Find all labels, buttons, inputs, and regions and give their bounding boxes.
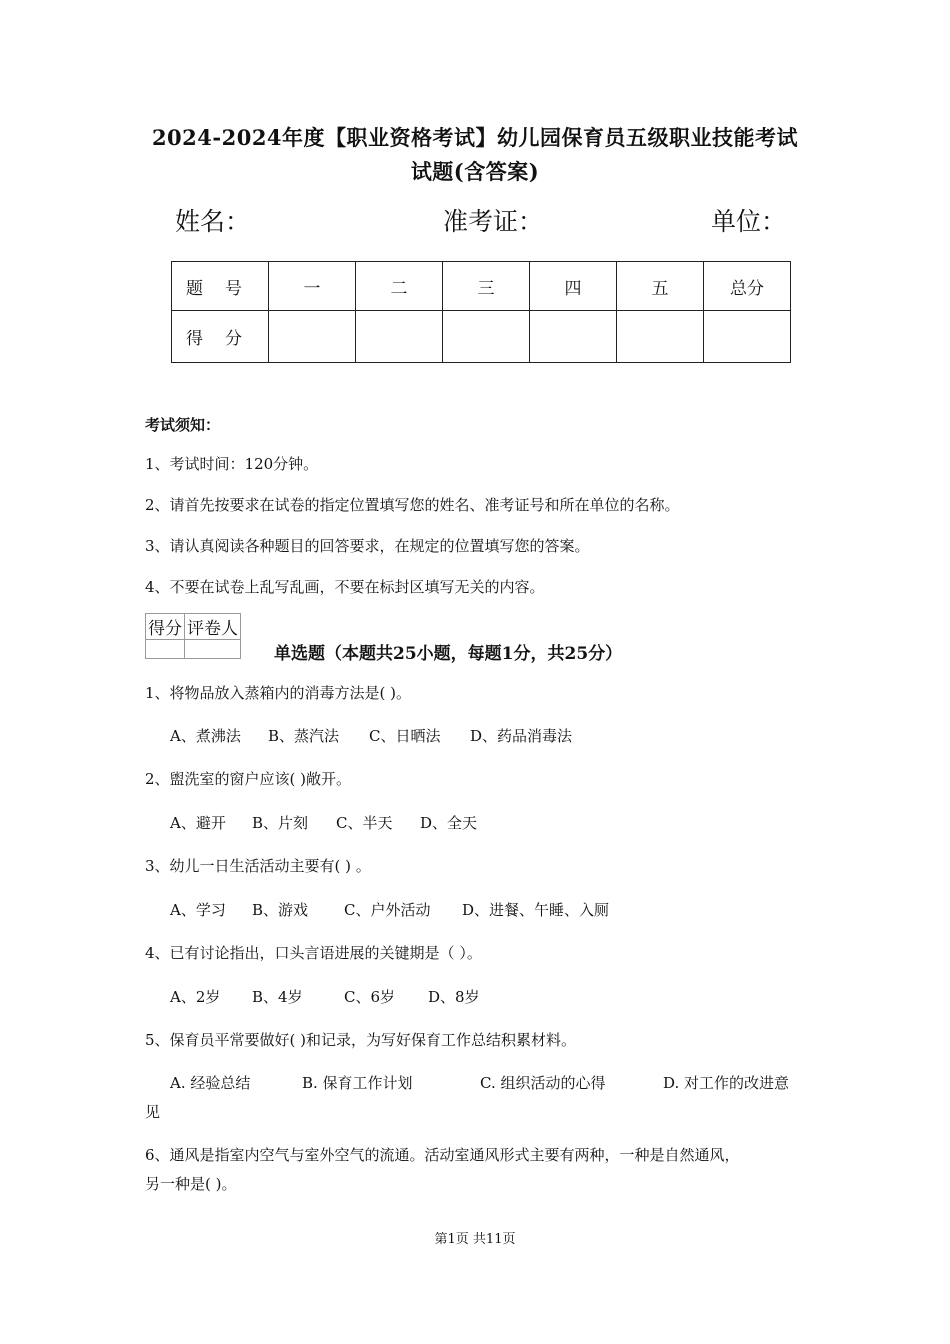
section-title: 单选题（本题共25小题，每题1分，共25分） xyxy=(274,644,623,664)
question-option: A、煮沸法 xyxy=(170,727,241,745)
exam-title-line1: 2024-2024年度【职业资格考试】幼儿园保育员五级职业技能考试 xyxy=(151,125,799,150)
notice-item: 4、不要在试卷上乱写乱画，不要在标封区填写无关的内容。 xyxy=(145,578,545,596)
question-option: A、2岁 xyxy=(170,988,221,1006)
score-col-total: 总分 xyxy=(704,262,791,311)
grader-box xyxy=(145,613,241,659)
question-option: A、避开 xyxy=(170,814,226,832)
score-label: 得分 xyxy=(172,311,269,363)
score-cell-total xyxy=(704,311,791,363)
question-option: A、学习 xyxy=(170,901,226,919)
question-stem: 6、通风是指室内空气与室外空气的流通。活动室通风形式主要有两种，一种是自然通风， xyxy=(145,1146,740,1164)
question-stem: 5、保育员平常要做好( )和记录，为写好保育工作总结积累材料。 xyxy=(145,1031,577,1049)
question-option: B、片刻 xyxy=(252,814,309,832)
question-option: C. 组织活动的心得 xyxy=(480,1074,606,1092)
question-option: D、药品消毒法 xyxy=(470,727,573,745)
score-cell-2 xyxy=(356,311,443,363)
name-field-label: 姓名： xyxy=(175,207,251,236)
grader-name-cell xyxy=(185,640,241,659)
score-col-2: 二 xyxy=(356,262,443,311)
question-option: C、日晒法 xyxy=(369,727,441,745)
question-option: D、8岁 xyxy=(428,988,480,1006)
grader-score-label: 得分 xyxy=(146,614,185,640)
score-cell-4 xyxy=(530,311,617,363)
question-option: C、6岁 xyxy=(344,988,396,1006)
question-stem: 1、将物品放入蒸箱内的消毒方法是( )。 xyxy=(145,684,412,702)
question-number-label: 题号 xyxy=(172,262,269,311)
score-cell-3 xyxy=(443,311,530,363)
unit-field-label: 单位： xyxy=(711,207,787,236)
question-option: D. 对工作的改进意 xyxy=(663,1074,790,1092)
score-table-header-row xyxy=(172,262,791,311)
question-option: B、4岁 xyxy=(252,988,303,1006)
score-cell-1 xyxy=(269,311,356,363)
question-option: C、户外活动 xyxy=(344,901,431,919)
score-col-5: 五 xyxy=(617,262,704,311)
score-table-score-row xyxy=(172,311,791,363)
notice-item: 1、考试时间：120分钟。 xyxy=(145,455,319,473)
notice-item: 2、请首先按要求在试卷的指定位置填写您的姓名、准考证号和所在单位的名称。 xyxy=(145,496,680,514)
question-option: C、半天 xyxy=(336,814,393,832)
question-stem: 3、幼儿一日生活活动主要有( ) 。 xyxy=(145,857,371,875)
question-option: B、游戏 xyxy=(252,901,309,919)
score-col-4: 四 xyxy=(530,262,617,311)
score-col-3: 三 xyxy=(443,262,530,311)
grader-score-cell xyxy=(146,640,185,659)
question-stem: 2、盥洗室的窗户应该( )敞开。 xyxy=(145,770,352,788)
score-col-1: 一 xyxy=(269,262,356,311)
question-option: D、全天 xyxy=(420,814,478,832)
question-option: A. 经验总结 xyxy=(170,1074,251,1092)
exam-title-line2: 试题(含答案) xyxy=(410,159,540,184)
question-continuation: 另一种是( )。 xyxy=(145,1175,237,1193)
question-stem: 4、已有讨论指出，口头言语进展的关键期是（ ）。 xyxy=(145,944,482,962)
score-table xyxy=(171,261,791,363)
question-continuation: 见 xyxy=(145,1103,161,1121)
score-cell-5 xyxy=(617,311,704,363)
notice-heading: 考试须知： xyxy=(145,416,221,434)
exam-id-field-label: 准考证： xyxy=(443,207,544,236)
question-option: B. 保育工作计划 xyxy=(302,1074,413,1092)
notice-item: 3、请认真阅读各种题目的回答要求，在规定的位置填写您的答案。 xyxy=(145,537,590,555)
page-footer: 第1页 共11页 xyxy=(434,1232,516,1247)
question-option: B、蒸汽法 xyxy=(268,727,340,745)
question-option: D、进餐、午睡、入厕 xyxy=(462,901,610,919)
grader-name-label: 评卷人 xyxy=(185,614,241,640)
